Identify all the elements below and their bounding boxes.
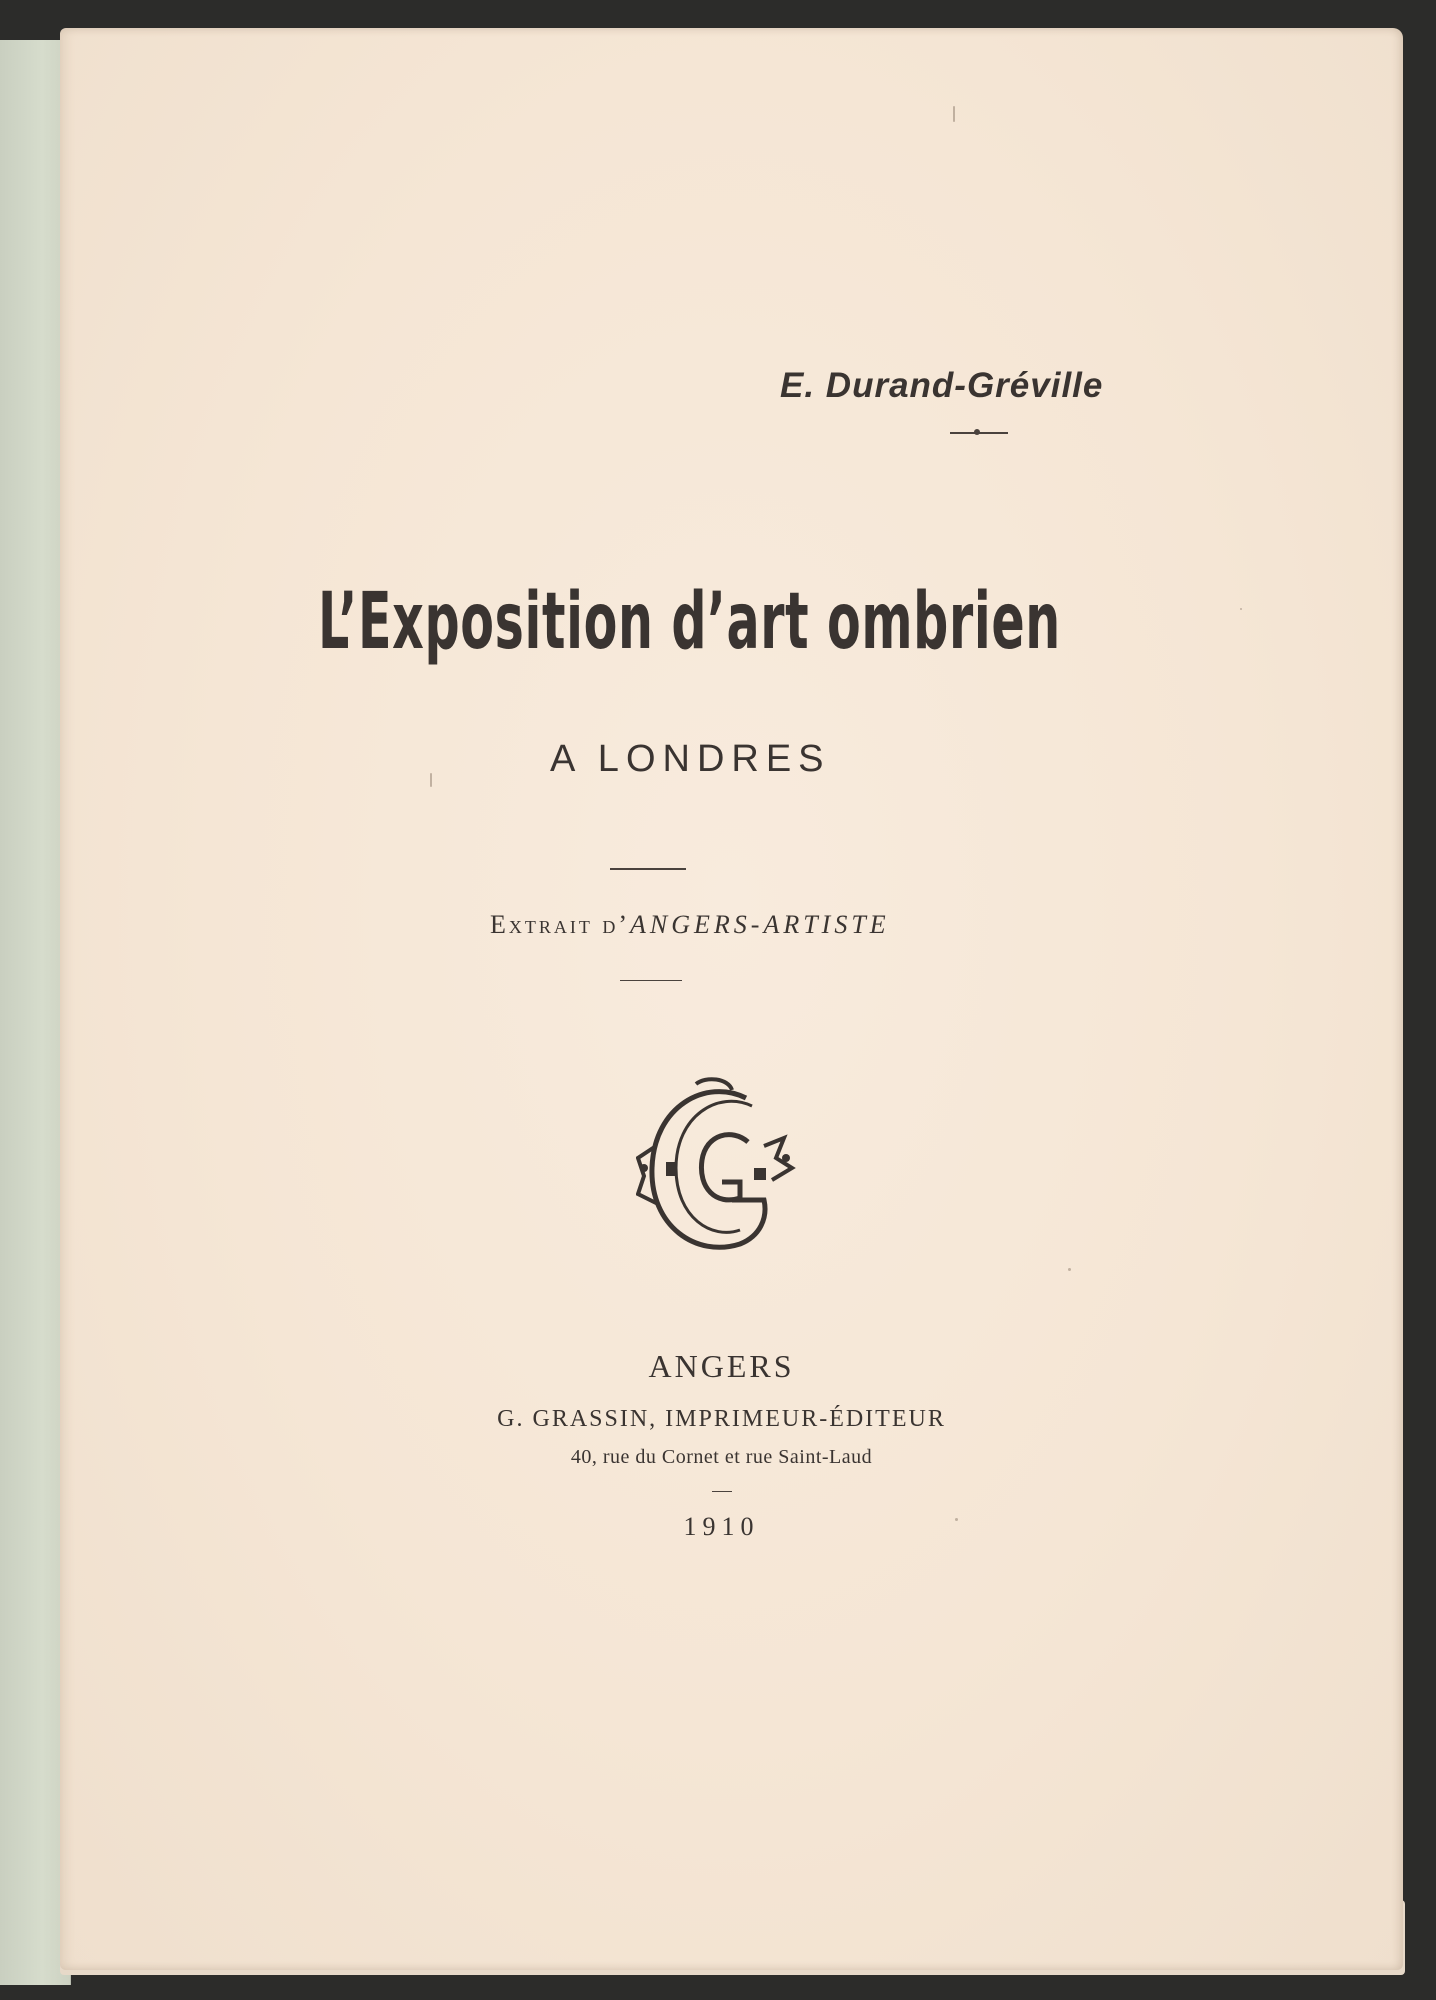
paper-speck [430, 773, 432, 787]
author-name: E. Durand-Gréville [780, 366, 1104, 405]
paper-speck [955, 1518, 958, 1521]
title-block [318, 577, 1108, 693]
extract-journal: ANGERS-ARTISTE [630, 910, 890, 939]
printer-address: 40, rue du Cornet et rue Saint-Laud [570, 1446, 873, 1468]
extract-prefix: Extrait d’ [490, 910, 631, 939]
paper-speck [1068, 1268, 1071, 1271]
divider-rule-lower [620, 980, 682, 981]
publication-city: ANGERS [648, 1348, 795, 1384]
paper-speck [953, 106, 955, 122]
extract-line [490, 910, 890, 940]
book-title: L’Exposition d’art ombrien [318, 577, 1061, 667]
paper-speck [1240, 608, 1242, 610]
divider-rule-upper [610, 868, 686, 870]
divider-rule-year [712, 1491, 732, 1492]
publication-year: 1910 [683, 1512, 760, 1541]
publisher-monogram [636, 1076, 796, 1262]
title-page [60, 28, 1403, 1970]
author-ornament-dot [974, 429, 980, 435]
book-subtitle: A LONDRES [550, 738, 831, 780]
printer-name: G. GRASSIN, IMPRIMEUR-ÉDITEUR [497, 1406, 946, 1432]
